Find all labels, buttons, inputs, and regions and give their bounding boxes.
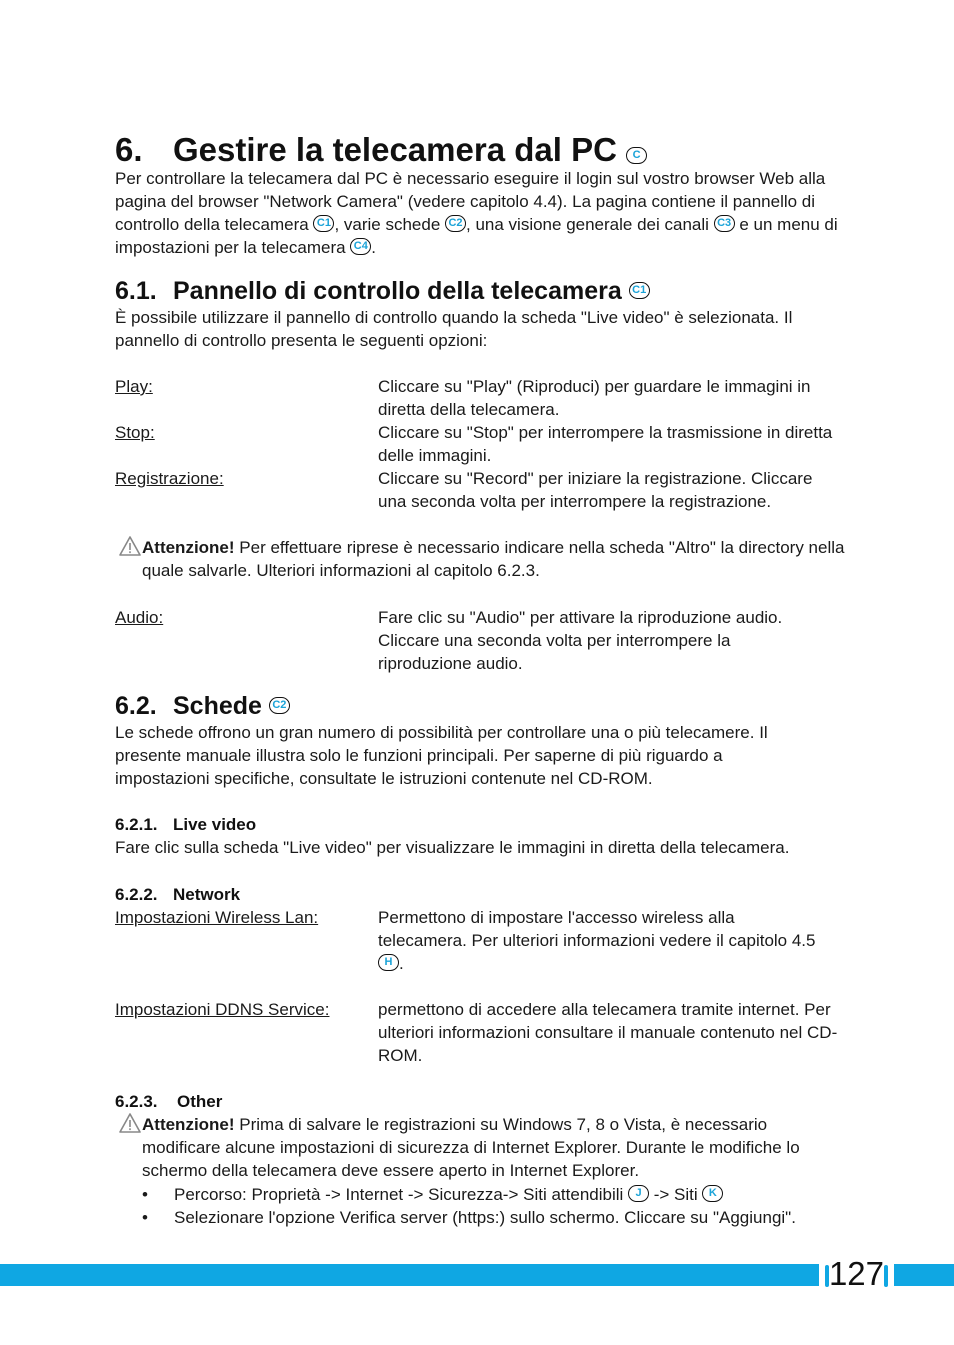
section-heading-6-1 xyxy=(115,276,875,306)
subsection-number: 6.2.2. xyxy=(115,885,158,904)
heading-number: 6. xyxy=(115,131,143,168)
bullet-text-2: -> Siti xyxy=(649,1185,703,1204)
subsection-heading-6-2-3 xyxy=(115,1090,222,1113)
warning-icon xyxy=(119,1113,141,1139)
term-play: Play: xyxy=(115,377,153,396)
callout-badge: K xyxy=(702,1185,723,1202)
intro-text-3: , una visione generale dei canali xyxy=(466,215,714,234)
callout-badge: C1 xyxy=(629,282,650,299)
subsection-number: 6.2.3. xyxy=(115,1092,158,1111)
section-title: Schede xyxy=(173,692,262,720)
bullet-text: Percorso: Proprietà -> Internet -> Sicurezza-> Siti attendibili xyxy=(174,1185,629,1204)
bullet-dot-icon: • xyxy=(142,1185,148,1204)
main-heading xyxy=(115,131,875,169)
bullet-dot-icon: • xyxy=(142,1208,148,1227)
section-6-2-1-text: Fare clic sulla scheda "Live video" per visualizzare le immagini in diretta della telecamera. xyxy=(115,838,790,857)
callout-badge: J xyxy=(628,1185,649,1202)
def-play: Cliccare su "Play" (Riproduci) per guardare le immagini in diretta della telecamera. xyxy=(378,377,811,419)
def-wireless-lan xyxy=(378,906,828,975)
def-wireless-text: Permettono di impostare l'accesso wireless alla telecamera. Per ulteriori informazioni vedere il capitolo 4.5 xyxy=(378,908,816,950)
warning-text xyxy=(142,1113,832,1182)
heading-title: Gestire la telecamera dal PC xyxy=(173,131,617,168)
section-number: 6.1. xyxy=(115,277,157,305)
def-registrazione: Cliccare su "Record" per iniziare la registrazione. Cliccare una seconda volta per interrompere la registrazione. xyxy=(378,469,813,511)
warning-label: Attenzione! xyxy=(142,538,235,557)
warning-icon xyxy=(119,536,141,562)
warning-body: Prima di salvare le registrazioni su Windows 7, 8 o Vista, è necessario modificare alcune impostazioni di sicurezza di Internet Explorer. Durante le modifiche lo schermo della telecamera deve essere aperto in Internet Explorer. xyxy=(142,1115,800,1180)
warning-body: Per effettuare riprese è necessario indicare nella scheda "Altro" la directory nella quale salvarle. Ulteriori informazioni al capitolo 6.2.3. xyxy=(142,538,845,580)
page-number xyxy=(819,1252,894,1296)
intro-paragraph xyxy=(115,167,850,259)
bullet-item xyxy=(142,1206,842,1229)
callout-badge: C3 xyxy=(714,215,735,232)
subsection-title: Other xyxy=(177,1092,223,1111)
page-bracket-right xyxy=(884,1265,888,1287)
bullet-item xyxy=(142,1183,842,1206)
callout-badge: C2 xyxy=(445,215,466,232)
callout-badge: H xyxy=(378,954,399,971)
intro-text-5: . xyxy=(371,238,377,257)
subsection-heading-6-2-1 xyxy=(115,813,256,836)
subsection-title: Live video xyxy=(173,815,257,834)
page-number-text: 127 xyxy=(828,1255,884,1292)
callout-badge: C4 xyxy=(350,238,371,255)
term-registrazione: Registrazione: xyxy=(115,469,224,488)
warning-text xyxy=(142,536,847,582)
intro-text-4: e un menu di impostazioni per la telecamera xyxy=(115,215,838,257)
bullet-text: Selezionare l'opzione Verifica server (https:) sullo schermo. Cliccare su "Aggiungi". xyxy=(174,1208,796,1227)
intro-text-2: , varie schede xyxy=(334,215,446,234)
callout-badge: C2 xyxy=(269,697,290,714)
def-ddns: permettono di accedere alla telecamera tramite internet. Per ulteriori informazioni consultare il manuale contenuto nel CD-ROM. xyxy=(378,1000,838,1065)
callout-badge: C1 xyxy=(313,215,334,232)
def-audio: Fare clic su "Audio" per attivare la riproduzione audio. Cliccare una seconda volta per interrompere la riproduzione audio. xyxy=(378,608,783,673)
term-wireless-lan: Impostazioni Wireless Lan: xyxy=(115,908,319,927)
section-heading-6-2 xyxy=(115,691,875,721)
intro-text-1: Per controllare la telecamera dal PC è necessario eseguire il login sul vostro browser Web alla pagina del browser "Network Camera" (vedere capitolo 4.4). La pagina contiene il pannello di controllo della telecamera xyxy=(115,169,826,234)
def-stop: Cliccare su "Stop" per interrompere la trasmissione in diretta delle immagini. xyxy=(378,423,833,465)
def-wireless-end: . xyxy=(399,954,404,973)
section-title: Pannello di controllo della telecamera xyxy=(173,277,622,305)
section-number: 6.2. xyxy=(115,692,157,720)
section-6-1-intro: È possibile utilizzare il pannello di controllo quando la scheda "Live video" è selezionata. Il pannello di controllo presenta le seguenti opzioni: xyxy=(115,308,793,350)
footer-bar xyxy=(0,1264,954,1286)
section-6-2-intro: Le schede offrono un gran numero di possibilità per controllare una o più telecamere. Il presente manuale illustra solo le funzioni principali. Per saperne di più riguardo a impostazioni specifiche, consultate le istruzioni contenute nel CD-ROM. xyxy=(115,723,768,788)
term-audio: Audio: xyxy=(115,608,164,627)
warning-label: Attenzione! xyxy=(142,1115,235,1134)
subsection-number: 6.2.1. xyxy=(115,815,158,834)
callout-badge: C xyxy=(626,147,647,164)
subsection-heading-6-2-2 xyxy=(115,883,240,906)
subsection-title: Network xyxy=(173,885,241,904)
term-stop: Stop: xyxy=(115,423,155,442)
term-ddns: Impostazioni DDNS Service: xyxy=(115,1000,330,1019)
